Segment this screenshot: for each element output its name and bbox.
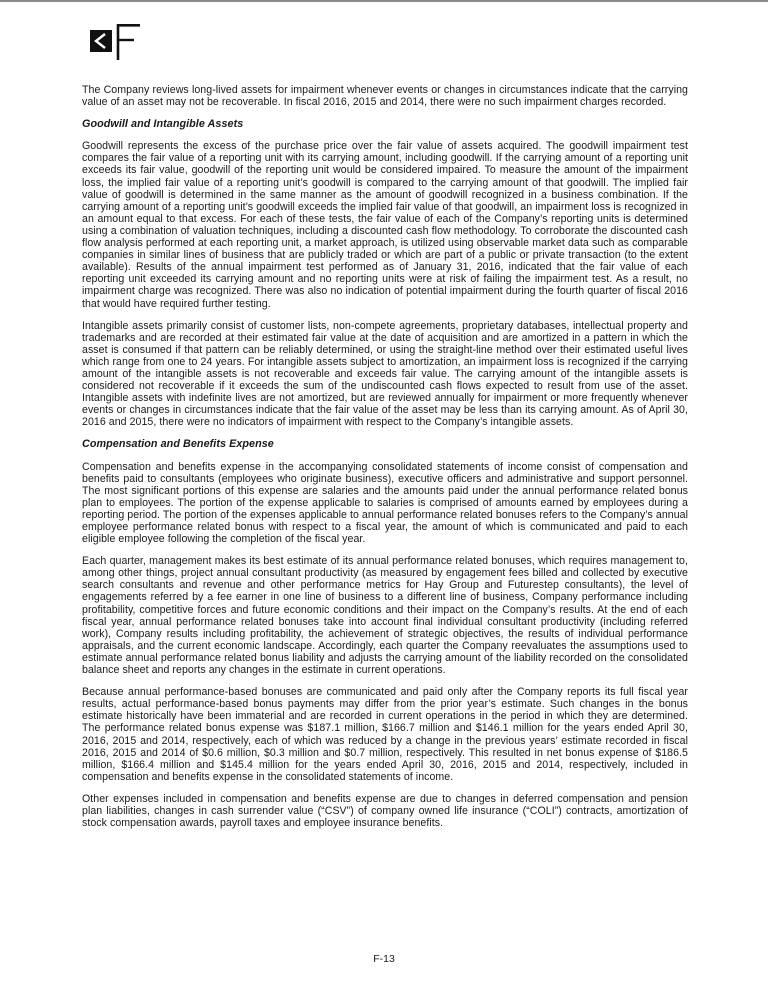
- korn-ferry-logo-icon: [88, 20, 148, 64]
- paragraph-goodwill: Goodwill represents the excess of the purchase price over the fair value of assets acquired. The goodwill impairment test compares the fair value of a reporting unit with its carrying amount, including goodwill. If the carrying amount of a reporting unit exceeds its fair value, goodwill of the reporting unit would be considered impaired. To measure the amount of the impairment loss, the implied fair value of a reporting unit’s goodwill is compared to the carrying amount of that goodwill. The implied fair value of goodwill is determined in the same manner as the amount of goodwill recognized in a business combination. If the carrying amount of a reporting unit’s goodwill exceeds the implied fair value of that goodwill, an impairment loss is recognized in an amount equal to that excess. For each of these tests, the fair value of each of the Company’s reporting units is determined using a combination of valuation techniques, including a discounted cash flow methodology. To corroborate the discounted cash flow analysis performed at each reporting unit, a market approach, is utilized using observable market data such as comparable companies in similar lines of business that are publicly traded or which are part of a public or private transaction (to the extent available). Results of the annual impairment test performed as of January 31, 2016, indicated that the fair value of each reporting unit exceeded its carrying amount and no reporting units were at risk of failing the impairment test. As a result, no impairment charge was recognized. There was also no indication of potential impairment during the fourth quarter of fiscal 2016 that would have required further testing.: [82, 140, 688, 310]
- paragraph-intangible-assets: Intangible assets primarily consist of customer lists, non-compete agreements, proprietary databases, intellectual property and trademarks and are recorded at their estimated fair value at the date of acquisition and are amortized in a pattern in which the asset is consumed if that pattern can be reliably determined, or using the straight-line method over their estimated useful lives which range from one to 24 years. For intangible assets subject to amortization, an impairment loss is recognized if the carrying amount of the intangible assets is not recoverable and exceeds fair value. The carrying amount of the intangible assets is considered not recoverable if it exceeds the sum of the undiscounted cash flows expected to result from use of the asset. Intangible assets with indefinite lives are not amortized, but are reviewed annually for impairment or more frequently whenever events or changes in circumstances indicate that the fair value of the asset may be less than its carrying amount. As of April 30, 2016 and 2015, there were no indicators of impairment with respect to the Company’s intangible assets.: [82, 319, 688, 429]
- document-body: [82, 84, 688, 839]
- heading-goodwill-intangible-assets: Goodwill and Intangible Assets: [82, 118, 244, 131]
- page-footer: [0, 953, 768, 965]
- paragraph-bonus-expense-amounts: Because annual performance-based bonuses are communicated and paid only after the Company reports its full fiscal year results, actual performance-based bonus payments may differ from the prior year’s estimate. Such changes in the bonus estimate historically have been immaterial and are recorded in current operations in the period in which they are determined. The performance related bonus expense was $187.1 million, $166.7 million and $146.1 million for the years ended April 30, 2016, 2015 and 2014, respectively, each of which was reduced by a change in the previous years’ estimate recorded in fiscal 2016, 2015 and 2014 of $0.6 million, $0.3 million and $0.7 million, respectively. This resulted in net bonus expense of $186.5 million, $166.4 million and $145.4 million for the years ended April 30, 2016, 2015 and 2014, respectively, included in compensation and benefits expense in the consolidated statements of income.: [82, 686, 688, 783]
- paragraph-compensation-overview: Compensation and benefits expense in the accompanying consolidated statements of income consist of compensation and benefits paid to consultants (employees who originate business), executive officers and administrative and support personnel. The most significant portions of this expense are salaries and the amounts paid under the annual performance related bonus plan to employees. The portion of the expense applicable to salaries is comprised of amounts earned by employees during a reporting period. The portion of the expenses applicable to annual performance related bonuses refers to the Company’s annual employee performance related bonus with respect to a fiscal year, the amount of which is communicated and paid to each eligible employee following the completion of the fiscal year.: [82, 460, 688, 546]
- heading-compensation-benefits-expense: Compensation and Benefits Expense: [82, 438, 274, 451]
- page-number: F-13: [373, 953, 395, 965]
- paragraph-other-expenses: Other expenses included in compensation and benefits expense are due to changes in deferred compensation and pension plan liabilities, changes in cash surrender value (“CSV”) of company owned life insurance (“COLI”) contracts, amortization of stock compensation awards, payroll taxes and employee insurance benefits.: [82, 792, 688, 830]
- scan-artifact-line: [0, 0, 768, 2]
- korn-ferry-logo: [88, 20, 148, 64]
- paragraph-impairment-review: The Company reviews long-lived assets for impairment whenever events or changes in circumstances indicate that the carrying value of an asset may not be recoverable. In fiscal 2016, 2015 and 2014, there were no such impairment charges recorded.: [82, 84, 688, 109]
- paragraph-quarterly-bonus-estimate: Each quarter, management makes its best estimate of its annual performance related bonuses, which requires management to, among other things, project annual consultant productivity (as measured by engagement fees billed and collected by executive search consultants and revenue and other performance metrics for Hay Group and Futurestep consultants), the level of engagements referred by a fee earner in one line of business to a different line of business, Company performance including profitability, competitive forces and future economic conditions and their impact on the Company’s results. At the end of each fiscal year, annual performance related bonuses take into account final individual consultant productivity (including referred work), Company results including profitability, the achievement of strategic objectives, the results of individual performance appraisals, and the current economic landscape. Accordingly, each quarter the Company reevaluates the assumptions used to estimate annual performance related bonus liability and adjusts the carrying amount of the liability recorded on the consolidated balance sheet and reports any changes in the estimate in current operations.: [82, 555, 688, 677]
